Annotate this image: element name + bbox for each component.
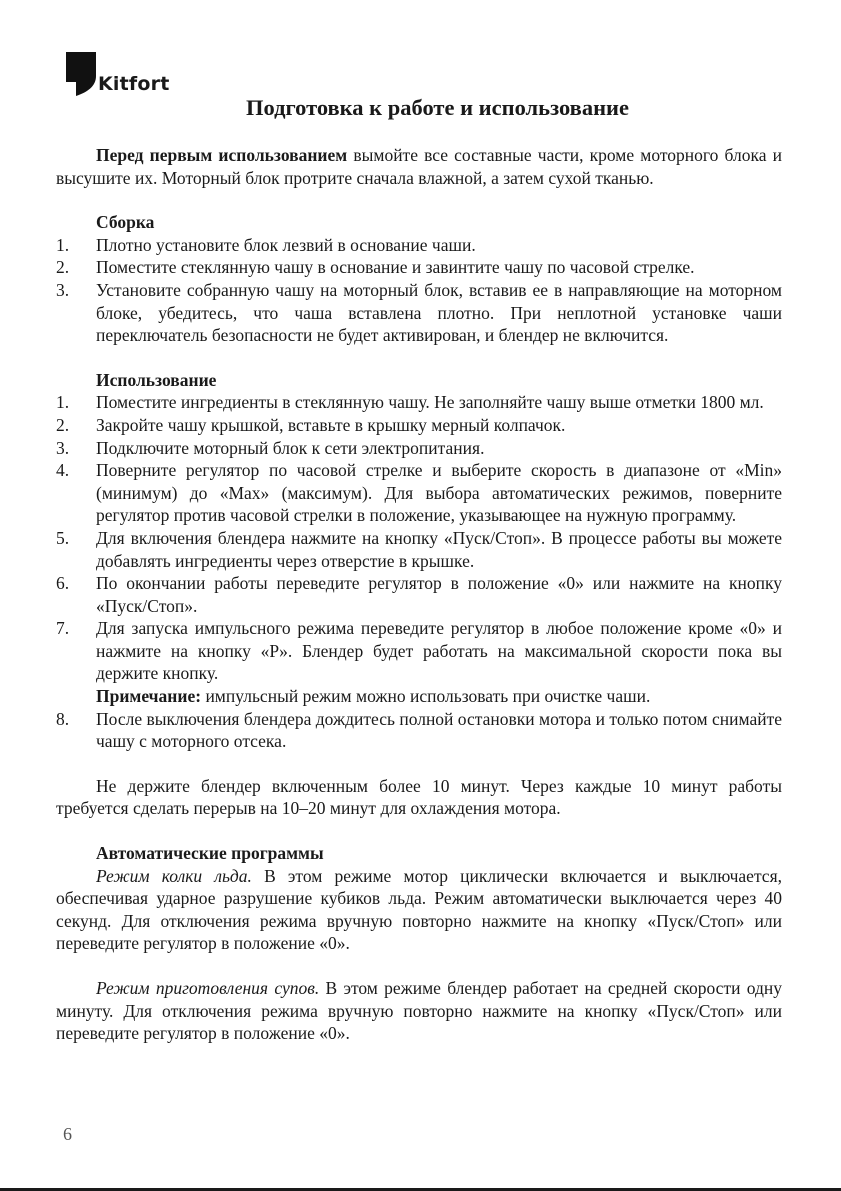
item-number: 1. (56, 392, 70, 413)
item-text: Поместите ингредиенты в стеклянную чашу. Не заполняйте чашу выше отметки 1800 мл. (96, 392, 764, 413)
item-text: Подключите моторный блок к сети электропитания. (96, 437, 485, 458)
item-number: 5. (56, 527, 70, 548)
item-number: 3. (56, 279, 70, 300)
soup-mode-text: В этом режиме блендер работает на средней скорости одну минуту. Для отключения режима вручную повторно нажмите на кнопку «Пуск/Стоп» или переведите регулятор в положение «0». (56, 978, 782, 1044)
usage-list-continued (56, 708, 782, 753)
ice-mode-paragraph (56, 865, 782, 955)
item-number: 2. (56, 257, 70, 278)
auto-programs-heading: Автоматические программы (96, 843, 324, 864)
usage-heading: Использование (96, 369, 217, 390)
item-number: 2. (56, 414, 70, 435)
soup-mode-paragraph (56, 977, 782, 1045)
page-title: Подготовка к работе и использование (245, 95, 629, 120)
intro-paragraph (56, 144, 782, 189)
ice-mode-text: В этом режиме мотор циклически включается и выключается, обеспечивая ударное разрушение кубиков льда. Режим автоматически выключается через 40 секунд. Для отключения режима вручную повторно нажмите на кнопку «Пуск/Стоп» или переведите регулятор в положение «0». (56, 865, 782, 954)
item-text: По окончании работы переведите регулятор в положение «0» или нажмите на кнопку «Пуск/Стоп». (96, 573, 782, 616)
note-text: импульсный режим можно использовать при очистке чаши. (201, 686, 651, 707)
item-number: 7. (56, 618, 70, 639)
list-item (56, 527, 782, 572)
list-item (56, 708, 782, 753)
ice-mode-title: Режим колки льда. (96, 865, 252, 886)
intro-text: вымойте все составные части, кроме моторного блока и высушите их. Моторный блок протрите сначала влажной, а затем сухой тканью. (56, 145, 782, 188)
list-item (56, 617, 782, 685)
item-text: Плотно установите блок лезвий в основание чаши. (96, 234, 476, 255)
item-text: После выключения блендера дождитесь полной остановки мотора и только потом снимайте чашу с моторного отсека. (96, 708, 782, 752)
document-body (56, 144, 782, 1045)
item-text: Установите собранную чашу на моторный блок, вставив ее в направляющие на моторном блоке, убедитесь, что чаша вставлена плотно. При неплотной установке чаши переключатель безопасности не будет активирован, и блендер не включится. (96, 279, 782, 346)
item-number: 1. (56, 234, 70, 255)
item-text: Закройте чашу крышкой, вставьте в крышку мерный колпачок. (96, 414, 566, 435)
item-text: Поверните регулятор по часовой стрелке и выберите скорость в диапазоне от «Min» (минимум) до «Max» (максимум). Для выбора автоматических режимов, поверните регулятор против часовой стрелки в положение, указывающее на нужную программу. (96, 460, 782, 526)
assembly-heading: Сборка (96, 212, 155, 233)
item-number: 6. (56, 573, 70, 594)
logo-text: Kitfort (98, 73, 170, 95)
item-number: 3. (56, 437, 70, 458)
list-item (56, 572, 782, 617)
soup-mode-title: Режим приготовления супов. (96, 978, 320, 998)
kitfort-logo-icon (66, 52, 96, 96)
note-paragraph (56, 685, 782, 708)
usage-list (56, 391, 782, 685)
item-text: Поместите стеклянную чашу в основание и завинтите чашу по часовой стрелке. (96, 257, 695, 278)
brand-logo (66, 52, 170, 96)
item-number: 4. (56, 460, 70, 481)
intro-bold: Перед первым использованием (96, 145, 348, 165)
list-item (56, 437, 782, 460)
list-item (56, 414, 782, 437)
assembly-list (56, 234, 782, 347)
list-item (56, 256, 782, 279)
list-item (56, 391, 782, 414)
page-number: 6 (63, 1124, 72, 1144)
item-text: Для запуска импульсного режима переведите регулятор в любое положение кроме «0» и нажмите на кнопку «P». Блендер будет работать на максимальной скорости пока вы держите кнопку. (96, 618, 782, 684)
list-item (56, 234, 782, 257)
warning-paragraph: Не держите блендер включенным более 10 минут. Через каждые 10 минут работы требуется сделать перерыв на 10–20 минут для охлаждения мотора. (56, 775, 782, 819)
item-text: Для включения блендера нажмите на кнопку «Пуск/Стоп». В процессе работы вы можете добавлять ингредиенты через отверстие в крышке. (96, 527, 782, 571)
note-bold: Примечание: (96, 686, 202, 707)
list-item (56, 459, 782, 527)
item-number: 8. (56, 708, 70, 729)
list-item (56, 279, 782, 347)
